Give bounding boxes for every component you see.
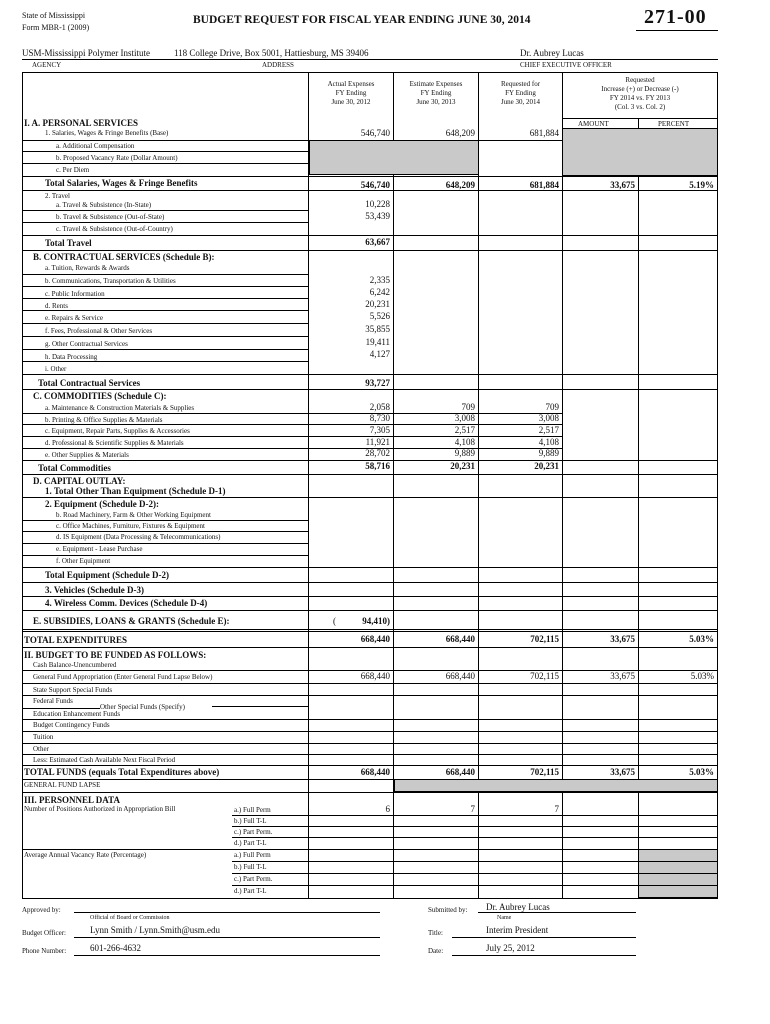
row-office-mach: c. Office Machines, Furniture, Fixtures & Equipment — [56, 522, 205, 530]
cell-value: 6,242 — [369, 287, 390, 297]
row-total-contract: Total Contractual Services — [38, 378, 141, 388]
row-travel-country: c. Travel & Subsistence (Out-of-Country) — [56, 225, 173, 233]
cell-value: 4,108 — [538, 437, 559, 447]
row-tuition: a. Tuition, Rewards & Awards — [45, 264, 130, 272]
row-maint: a. Maintenance & Construction Materials & Supplies — [45, 404, 195, 412]
section-personal: I. A. PERSONAL SERVICES — [24, 118, 138, 128]
cell-value: 546,740 — [360, 128, 390, 138]
row-is-equip: d. IS Equipment (Data Processing & Telecommunications) — [56, 533, 221, 541]
cell-value: 11,921 — [365, 437, 390, 447]
date-label: Date: — [428, 947, 444, 955]
cell-value: 4,108 — [454, 437, 475, 447]
cell-value: 5.03% — [689, 634, 714, 644]
cell-value: 5,526 — [369, 311, 390, 321]
row-federal: Federal Funds — [33, 697, 73, 705]
row-state-support: State Support Special Funds — [33, 686, 113, 694]
form-label: Form MBR-1 (2009) — [22, 23, 90, 32]
row-total-salaries: Total Salaries, Wages & Fringe Benefits — [45, 178, 198, 188]
cell-value: 7,305 — [369, 425, 390, 435]
row-gen-fund: General Fund Appropriation (Enter General Fund Lapse Below) — [33, 673, 213, 681]
row-budget-cont: Budget Contingency Funds — [33, 721, 110, 729]
cell-value: 33,675 — [610, 767, 635, 777]
cell-value: 2,058 — [369, 402, 390, 412]
cell-value: 19,411 — [365, 337, 390, 347]
cell-value: 10,228 — [365, 199, 390, 209]
cell-value: 709 — [461, 402, 475, 412]
cell-value: 648,209 — [445, 180, 475, 190]
cell-value: 5.19% — [689, 180, 714, 190]
form-number: 271-00 — [644, 6, 707, 28]
row-cash-bal: Cash Balance-Unencumbered — [33, 661, 117, 669]
label-full-tl-2: b.) Full T-L — [234, 863, 267, 871]
cell-value: 9,889 — [538, 448, 559, 458]
budget-officer: Lynn Smith / Lynn.Smith@usm.edu — [90, 925, 221, 935]
cell-value: 5.03% — [690, 671, 714, 681]
name-label: Name — [497, 915, 512, 921]
col-change-header: Requested Increase (+) or Decrease (-) FY 2014 vs. FY 2013 (Col. 3 vs. Col. 2) — [601, 76, 679, 111]
row-other-supplies: e. Other Supplies & Materials — [45, 451, 129, 459]
cell-value: 7 — [470, 804, 475, 814]
budget-officer-label: Budget Officer: — [22, 929, 66, 937]
cell-value: 668,440 — [360, 767, 390, 777]
ceo-label: CHIEF EXECUTIVE OFFICER — [520, 61, 612, 69]
cell-value: 2,335 — [369, 275, 390, 285]
row-equip-parts: c. Equipment, Repair Parts, Supplies & Accessories — [45, 427, 190, 435]
cell-value: 7 — [554, 804, 559, 814]
row-other-contract: g. Other Contractual Services — [45, 340, 128, 348]
cell-value: 94,410) — [362, 616, 390, 626]
section-funded: II. BUDGET TO BE FUNDED AS FOLLOWS: — [24, 650, 207, 660]
cell-value: 668,440 — [360, 634, 390, 644]
col-actual-header: Actual Expenses FY Ending June 30, 2012 — [327, 80, 375, 106]
cell-value: 2,517 — [454, 425, 475, 435]
submitted-label: Submitted by: — [428, 906, 468, 914]
cell-value: 33,675 — [610, 180, 635, 190]
ceo-name: Dr. Aubrey Lucas — [520, 48, 584, 58]
row-road: b. Road Machinery, Farm & Other Working Equipment — [56, 511, 211, 519]
row-vacancy: b. Proposed Vacancy Rate (Dollar Amount) — [56, 154, 178, 162]
phone-number: 601-266-4632 — [90, 943, 141, 953]
label-part-perm-2: c.) Part Perm. — [234, 875, 273, 883]
row-per-diem: c. Per Diem — [56, 166, 90, 174]
row-less-cash: Less: Estimated Cash Available Next Fiscal Period — [33, 756, 176, 764]
cell-value: 3,008 — [454, 413, 475, 423]
cell-value: 20,231 — [450, 461, 475, 471]
page-title: BUDGET REQUEST FOR FISCAL YEAR ENDING JUNE 30, 2014 — [193, 14, 531, 26]
label-full-tl: b.) Full T-L — [234, 817, 267, 825]
row-other2: Other — [33, 745, 49, 753]
cell-value: 20,231 — [534, 461, 559, 471]
cell-value: 8,730 — [369, 413, 390, 423]
cell-value: 702,115 — [530, 634, 559, 644]
row-rents: d. Rents — [45, 302, 68, 310]
cell-value: 668,440 — [445, 767, 475, 777]
row-vehicles: 3. Vehicles (Schedule D-3) — [45, 585, 144, 595]
row-travel-in: a. Travel & Subsistence (In-State) — [56, 201, 152, 209]
cell-value: 6 — [385, 804, 390, 814]
shaded-cell — [394, 779, 718, 792]
label-part-tl-2: d.) Part T-L — [234, 887, 267, 895]
agency-name: USM-Mississippi Polymer Institute — [22, 48, 151, 58]
row-other-i: i. Other — [45, 365, 67, 373]
cell-value: 648,209 — [445, 128, 475, 138]
row-equipment: 2. Equipment (Schedule D-2): — [45, 499, 160, 509]
cell-value: 668,440 — [360, 671, 390, 681]
cell-value: 53,439 — [365, 211, 390, 221]
shaded-cell — [562, 128, 718, 176]
official-label: Official of Board or Commission — [90, 915, 170, 921]
row-fees: f. Fees, Professional & Other Services — [45, 327, 153, 335]
cell-value: 709 — [545, 402, 559, 412]
paren-open: ( — [333, 616, 336, 626]
row-total-equip: Total Equipment (Schedule D-2) — [45, 570, 169, 580]
label-full-perm-2: a.) Full Perm — [234, 851, 271, 859]
row-total-exp: TOTAL EXPENDITURES — [24, 635, 127, 645]
row-lapse: GENERAL FUND LAPSE — [24, 781, 101, 789]
cell-value: 5.03% — [689, 767, 714, 777]
amount-header: AMOUNT — [578, 120, 609, 128]
cell-value: 33,675 — [610, 671, 635, 681]
row-total-funds: TOTAL FUNDS (equals Total Expenditures above) — [24, 767, 220, 777]
row-positions: Number of Positions Authorized in Appropriation Bill — [24, 805, 176, 813]
state-label: State of Mississippi — [22, 11, 86, 20]
address-label: ADDRESS — [262, 61, 294, 69]
cell-value: 546,740 — [360, 180, 390, 190]
title-label: Title: — [428, 929, 443, 937]
submitted-by: Dr. Aubrey Lucas — [486, 902, 550, 912]
section-contractual: B. CONTRACTUAL SERVICES (Schedule B): — [33, 252, 215, 262]
agency-label: AGENCY — [32, 61, 62, 69]
row-other-special: Other Special Funds (Specify) — [100, 703, 185, 711]
row-addl-comp: a. Additional Compensation — [56, 142, 135, 150]
cell-value: 681,884 — [529, 128, 559, 138]
label-part-perm: c.) Part Perm. — [234, 828, 273, 836]
row-data-proc: h. Data Processing — [45, 353, 98, 361]
row-public-info: c. Public Information — [45, 290, 105, 298]
cell-value: 668,440 — [445, 634, 475, 644]
section-commodities: C. COMMODITIES (Schedule C): — [33, 391, 167, 401]
label-part-tl: d.) Part T-L — [234, 839, 267, 847]
percent-header: PERCENT — [658, 120, 690, 128]
row-tuition2: Tuition — [33, 733, 54, 741]
row-travel: 2. Travel — [45, 192, 70, 200]
cell-value: 20,231 — [365, 299, 390, 309]
col-requested-header: Requested for FY Ending June 30, 2014 — [500, 80, 541, 106]
row-wireless: 4. Wireless Comm. Devices (Schedule D-4) — [45, 598, 208, 608]
section-personnel: III. PERSONNEL DATA — [24, 795, 120, 805]
row-other-equip: f. Other Equipment — [56, 557, 111, 565]
cell-value: 63,667 — [365, 237, 390, 247]
cell-value: 668,440 — [445, 671, 475, 681]
row-lease: e. Equipment - Lease Purchase — [56, 545, 143, 553]
cell-value: 9,889 — [454, 448, 475, 458]
label-full-perm: a.) Full Perm — [234, 806, 271, 814]
row-avg-vacancy: Average Annual Vacancy Rate (Percentage) — [24, 851, 147, 859]
row-total-other-equip: 1. Total Other Than Equipment (Schedule D-1) — [45, 486, 226, 496]
cell-value: 4,127 — [369, 349, 390, 359]
cell-value: 28,702 — [365, 448, 390, 458]
cell-value: 2,517 — [538, 425, 559, 435]
row-comm: b. Communications, Transportation & Utilities — [45, 277, 176, 285]
approved-by-label: Approved by: — [22, 906, 61, 914]
phone-label: Phone Number: — [22, 947, 67, 955]
row-edu-enh: Education Enhancement Funds — [33, 710, 121, 718]
cell-value: 33,675 — [610, 634, 635, 644]
shaded-cell — [309, 140, 479, 175]
row-travel-out: b. Travel & Subsistence (Out-of-State) — [56, 213, 165, 221]
section-capital: D. CAPITAL OUTLAY: — [33, 476, 126, 486]
cell-value: 58,716 — [365, 461, 390, 471]
row-salaries: 1. Salaries, Wages & Fringe Benefits (Base) — [45, 129, 169, 137]
cell-value: 93,727 — [365, 378, 390, 388]
agency-address: 118 College Drive, Box 5001, Hattiesburg, MS 39406 — [174, 48, 369, 58]
cell-value: 681,884 — [529, 180, 559, 190]
row-prof-sci: d. Professional & Scientific Supplies & Materials — [45, 439, 184, 447]
submit-date: July 25, 2012 — [486, 943, 535, 953]
submitter-title: Interim President — [486, 925, 549, 935]
cell-value: 35,855 — [365, 324, 390, 334]
col-estimate-header: Estimate Expenses FY Ending June 30, 2013 — [409, 80, 463, 106]
cell-value: 702,115 — [530, 671, 559, 681]
row-repairs: e. Repairs & Service — [45, 314, 103, 322]
cell-value: 702,115 — [530, 767, 559, 777]
row-subsidies: E. SUBSIDIES, LOANS & GRANTS (Schedule E): — [33, 616, 230, 626]
row-printing: b. Printing & Office Supplies & Materials — [45, 416, 163, 424]
cell-value: 3,008 — [538, 413, 559, 423]
row-total-travel: Total Travel — [45, 238, 92, 248]
row-total-commod: Total Commodities — [38, 463, 111, 473]
